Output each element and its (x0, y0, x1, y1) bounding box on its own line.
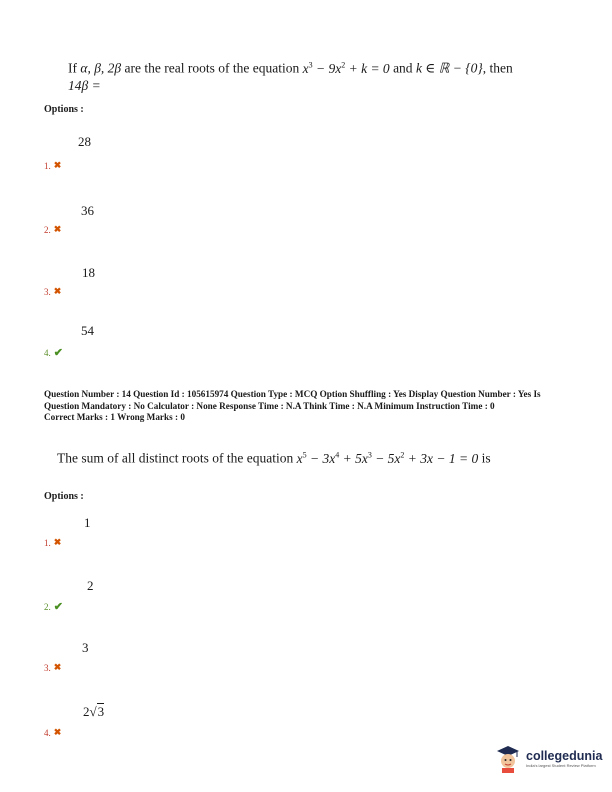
wrong-mark-icon: ✖ (53, 286, 62, 296)
q13-option-2-value: 36 (81, 203, 94, 218)
q13-text-line2: 14β = (68, 77, 101, 93)
correct-check-icon: ✔ (53, 601, 63, 613)
q13-question-text (68, 56, 568, 94)
logo-name: collegedunia (526, 748, 603, 763)
q14-option-2-value: 2 (87, 578, 94, 593)
q14-meta-info (44, 389, 589, 424)
q13-roots: α, β, 2β (80, 60, 122, 76)
q14-text-tail: is (478, 450, 491, 466)
q14-option-4-number[interactable]: 4. ✖ (44, 727, 62, 738)
q13-option-4-number[interactable]: 4. ✔ (44, 347, 63, 359)
wrong-mark-icon: ✖ (53, 727, 62, 737)
q14-equation: $x^5 - 3x^4 + 5x^3 - 5x^2 + 3x - 1 = 0$ (296, 450, 479, 466)
logo-tagline: India's largest Student Review Platform (526, 762, 596, 768)
q14-options-label: Options : (44, 491, 84, 502)
q14-option-1-value: 1 (84, 515, 91, 530)
q14-meta-line-3: Correct Marks : 1 Wrong Marks : 0 (44, 412, 185, 422)
q14-option-3-number[interactable]: 3. ✖ (44, 662, 62, 673)
q13-options-label: Options : (44, 104, 84, 115)
correct-check-icon: ✔ (53, 347, 63, 359)
q13-text-then: , then (482, 60, 513, 76)
q13-option-3-number[interactable]: 3. ✖ (44, 286, 62, 297)
wrong-mark-icon: ✖ (53, 662, 62, 672)
q14-option-4-value: 2√3 (83, 704, 105, 719)
q14-option-1-number[interactable]: 1. ✖ (44, 537, 62, 548)
q14-text-lead: The sum of all distinct roots of the equation (57, 450, 297, 466)
q13-option-3-value: 18 (82, 265, 95, 280)
q13-option-4-value: 54 (81, 323, 94, 338)
q14-option-3-value: 3 (82, 640, 89, 655)
wrong-mark-icon: ✖ (53, 537, 62, 547)
q13-text-mid: are the real roots of the equation (121, 60, 303, 76)
q13-text-lead: If (68, 60, 81, 76)
q13-text-and: and (389, 60, 416, 76)
wrong-mark-icon: ✖ (53, 160, 62, 170)
sqrt-symbol: √ (89, 704, 97, 719)
q13-condition: k ∈ ℝ − {0} (415, 60, 483, 76)
collegedunia-logo (494, 743, 602, 773)
q14-option-2-number[interactable]: 2. ✔ (44, 601, 63, 613)
q14-question-text (57, 446, 577, 467)
q13-option-1-number[interactable]: 1. ✖ (44, 160, 62, 171)
q13-option-1-value: 28 (78, 134, 91, 149)
q14-meta-line-1: Question Number : 14 Question Id : 105615974 Question Type : MCQ Option Shuffling : Yes Display Question Number : Yes Is (44, 389, 541, 399)
q13-equation: $x^3 - 9x^2 + k = 0$ (302, 60, 390, 76)
wrong-mark-icon: ✖ (53, 224, 62, 234)
graduate-mascot-icon (494, 743, 522, 773)
q14-meta-line-2: Question Mandatory : No Calculator : None Response Time : N.A Think Time : N.A Minimum Instruction Time : 0 (44, 400, 495, 411)
q13-option-2-number[interactable]: 2. ✖ (44, 224, 62, 235)
